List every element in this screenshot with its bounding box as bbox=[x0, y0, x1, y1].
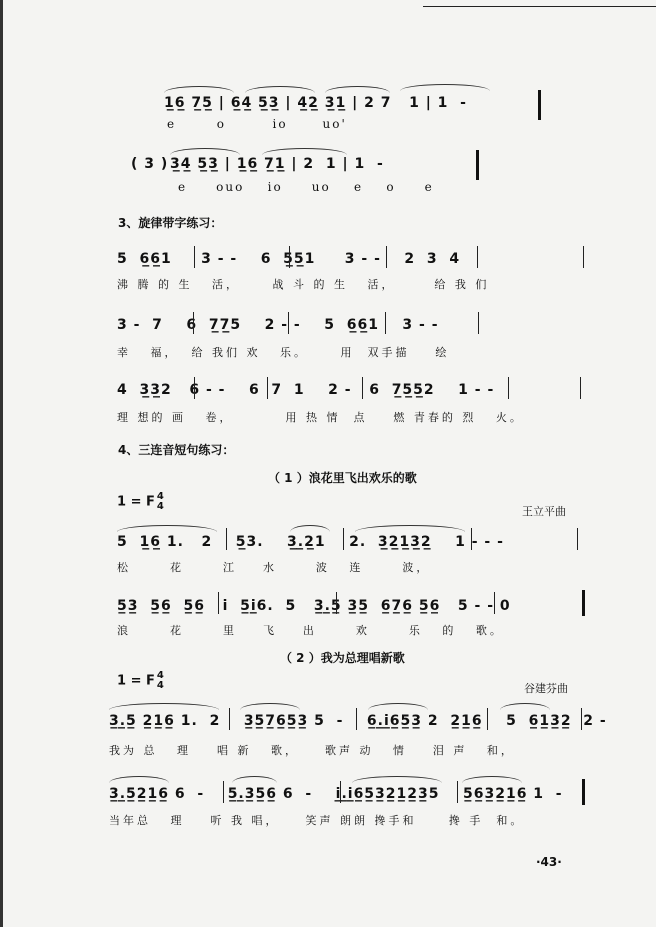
section3-heading: 3、旋律带字练习： bbox=[118, 216, 223, 230]
slur bbox=[240, 703, 300, 710]
song2-row1-lyrics: 我为 总 理 唱 新 歌， 歌声 动 情 泪 声 和， bbox=[109, 744, 515, 757]
barline bbox=[289, 246, 290, 268]
barline bbox=[229, 708, 230, 730]
slur bbox=[245, 86, 315, 93]
song2-row1-notes: 3̲.̲5̲ 2̲1̲6̲ 1. 2 3̲5̲7̲6̲5̲3̲ 5 - 6̲.̲i̲6̲5̲3̲ 2 2̲1̲6̲ 5 6̲1̲3̲2̲ 2 - bbox=[109, 713, 607, 729]
song1-key: 1 = F 4 4 bbox=[117, 491, 164, 512]
exercise1-line1-vowels: e o io uo' bbox=[167, 117, 347, 131]
slur bbox=[109, 776, 169, 783]
barline bbox=[343, 528, 344, 550]
barline bbox=[194, 246, 195, 268]
section3-row3-lyrics: 理 想的 画 卷， 用 热 情 点 燃 青春的 烈 火。 bbox=[117, 411, 524, 424]
exercise1-line1-notes: 1̲6̲ 7̲5̲ | 6̲4̲ 5̲3̲ | 4̲2̲ 3̲1̲ | 2 7 1 | 1 - bbox=[164, 95, 467, 111]
barline bbox=[386, 246, 387, 268]
section3-row3-notes: 4 3̲3̲2 6 - - 6 7 1 2 - 6 7̲5̲5̲2 1 - - bbox=[117, 382, 495, 398]
section3-row1-notes: 5 6̲6̲1 3 - - 6 5̲5̲1 3 - - 2 3 4 bbox=[117, 251, 461, 267]
barline bbox=[583, 246, 584, 268]
barline bbox=[194, 377, 195, 399]
barline bbox=[288, 312, 289, 334]
slur bbox=[352, 776, 442, 783]
slur bbox=[232, 776, 277, 783]
barline bbox=[478, 312, 479, 334]
barline bbox=[385, 312, 386, 334]
exercise1-line2-vowels: e ouo io uo e o e bbox=[178, 180, 434, 194]
slur bbox=[164, 86, 234, 93]
final-barline bbox=[476, 150, 479, 180]
final-barline bbox=[538, 90, 541, 120]
barline bbox=[336, 592, 337, 614]
barline bbox=[226, 528, 227, 550]
section3-row2-notes: 3 - 7 6 7̲7̲5 2 - - 5 6̲6̲1 3 - - bbox=[117, 317, 439, 333]
song2-key: 1 = F 4 4 bbox=[117, 670, 164, 691]
song1-row2-lyrics: 浪 花 里 飞 出 欢 乐 的 歌。 bbox=[117, 624, 504, 637]
exercise1-line2-label: ( 3 ) bbox=[131, 156, 169, 172]
barline bbox=[340, 781, 341, 803]
barline bbox=[494, 592, 495, 614]
barline bbox=[223, 781, 224, 803]
slur bbox=[355, 525, 465, 532]
barline bbox=[580, 377, 581, 399]
song2-row2-notes: 3̲.̲5̲2̲1̲6̲ 6 - 5̲.̲3̲5̲6̲ 6 - i̲.̲i̲6̲5̲3̲2̲1̲2̲3̲5 5̲6̲3̲2̲1̲6̲ 1 - bbox=[109, 786, 563, 802]
song1-composer: 王立平曲 bbox=[522, 505, 566, 518]
slur bbox=[109, 703, 219, 710]
slur bbox=[368, 703, 428, 710]
slur bbox=[500, 703, 550, 710]
barline bbox=[218, 592, 219, 614]
exercise1-line2-notes: 3̲4̲ 5̲3̲ | 1̲6̲ 7̲1̲ | 2 1 | 1 - bbox=[170, 156, 384, 172]
barline bbox=[577, 528, 578, 550]
song2-row2-lyrics: 当年总 理 听 我 唱， 笑声 朗朗 搀手和 搀 手 和。 bbox=[109, 814, 525, 827]
section3-row1-lyrics: 沸 腾 的 生 活， 战 斗 的 生 活， 给 我 们 bbox=[117, 278, 490, 291]
barline bbox=[267, 377, 268, 399]
final-barline bbox=[582, 590, 585, 616]
barline bbox=[362, 377, 363, 399]
top-rule bbox=[423, 6, 656, 7]
slur bbox=[462, 776, 522, 783]
section4-heading: 4、三连音短句练习： bbox=[118, 443, 235, 457]
song1-row2-notes: 5̲3̲ 5̲6̲ 5̲6̲ i 5̲i̲6. 5 3̲.̲5̲ 3̲5̲ 6̲7̲6̲ 5̲6̲ 5 - - 0 bbox=[117, 598, 511, 614]
slur bbox=[400, 84, 490, 91]
barline bbox=[471, 528, 472, 550]
barline bbox=[356, 708, 357, 730]
page-edge bbox=[0, 0, 3, 927]
slur bbox=[170, 148, 240, 155]
section3-row2-lyrics: 幸 福， 给 我们 欢 乐。 用 双手描 绘 bbox=[117, 346, 450, 359]
slur bbox=[262, 148, 347, 155]
song1-row1-notes: 5 1̲6̲ 1. 2 5̲3. 3̲.̲2̲1 2. 3̲2̲1̲3̲2̲ 1 - - - bbox=[117, 534, 504, 550]
slur bbox=[325, 86, 390, 93]
song2-title: （ 2 ）我为总理唱新歌 bbox=[280, 651, 405, 665]
song2-composer: 谷建芬曲 bbox=[524, 682, 568, 695]
barline bbox=[193, 312, 194, 334]
barline bbox=[487, 708, 488, 730]
barline bbox=[477, 246, 478, 268]
final-barline bbox=[582, 779, 585, 805]
song1-row1-lyrics: 松 花 江 水 波 连 波， bbox=[117, 561, 431, 574]
slur bbox=[117, 525, 217, 532]
barline bbox=[508, 377, 509, 399]
slur bbox=[290, 525, 330, 532]
barline bbox=[457, 781, 458, 803]
barline bbox=[581, 708, 582, 730]
page-number: ·43· bbox=[536, 855, 562, 869]
song1-title: （ 1 ）浪花里飞出欢乐的歌 bbox=[268, 471, 417, 485]
